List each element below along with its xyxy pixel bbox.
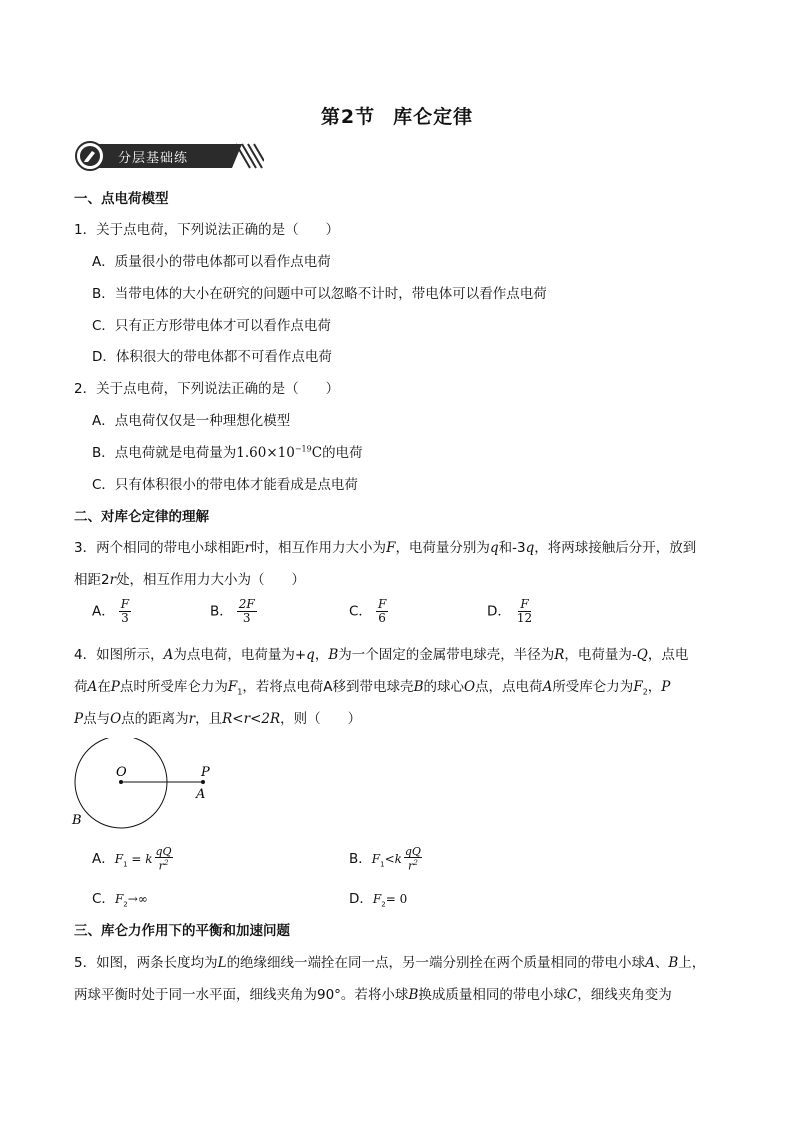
question-5-line-2: 两球平衡时处于同一水平面，细线夹角为90°。若将小球B换成质量相同的带电小球C，细线夹角变为: [74, 987, 672, 1003]
pencil-badge-icon: [76, 142, 104, 170]
question-4-option-a: A．$F_1 = k$ $\frac{qQ}{r^2}$: [92, 845, 172, 873]
label-o: O: [116, 765, 127, 780]
question-4-option-d: D．$F_2= 0$: [349, 891, 408, 909]
question-5-line-1: 5．如图，两条长度均为L的绝缘细线一端拴在同一点，另一端分别拴在两个质量相同的带电小球A、B上，: [74, 955, 706, 971]
page-title: [0, 102, 794, 129]
label-p: P: [201, 765, 210, 780]
question-2-option-c: C．只有体积很小的带电体才能看成是点电荷: [92, 477, 358, 493]
question-1-option-a: A．质量很小的带电体都可以看作点电荷: [92, 254, 331, 270]
question-4-line-2: 荷A在P点时所受库仑力为$F_1$，若将点电荷A移到带电球壳B的球心O点，点电荷A所受库仑力为$F_2$，P: [74, 679, 671, 697]
question-3-option-b: B． $\frac{2F}{3}$: [210, 597, 255, 625]
section-heading-3: 三、库仑力作用下的平衡和加速问题: [74, 923, 290, 939]
question-1-option-b: B．当带电体的大小在研究的问题中可以忽略不计时，带电体可以看作点电荷: [92, 286, 547, 302]
question-3-line-2: 相距2r处，相互作用力大小为（ ）: [74, 572, 306, 588]
question-4-line-1: 4．如图所示，A为点电荷，电荷量为+q，B为一个固定的金属带电球壳，半径为R，电荷量为-Q，点电: [74, 647, 689, 663]
question-1-option-d: D．体积很大的带电体都不可看作点电荷: [92, 349, 332, 365]
question-3-option-a: A． $\frac{F}{3}$: [92, 597, 130, 625]
question-4-line-3: P点与O点的距离为r，且R<r<2R，则（ ）: [74, 711, 362, 727]
question-2-option-b: B．点电荷就是电荷量为$1.60\times 10^{-19}C$的电荷: [92, 444, 363, 461]
sphere-shell-diagram: [66, 738, 236, 838]
question-1-option-c: C．只有正方形带电体才可以看作点电荷: [92, 318, 331, 334]
section-title: 库仑定律: [393, 106, 474, 128]
label-b: B: [72, 813, 82, 828]
question-3-option-c: C． $\frac{F}{6}$: [349, 597, 387, 625]
question-3-line-1: 3．两个相同的带电小球相距r时，相互作用力大小为F，电荷量分别为q和-3q，将两球接触后分开，放到: [74, 540, 697, 556]
question-2-option-a: A．点电荷仅仅是一种理想化模型: [92, 413, 291, 429]
label-a: A: [196, 787, 206, 802]
section-heading-1: 一、点电荷模型: [74, 191, 169, 207]
center-point: [119, 780, 123, 784]
question-3-option-d: D． $\frac{F}{12}$: [487, 597, 533, 625]
question-2-stem: 2．关于点电荷，下列说法正确的是（ ）: [74, 381, 340, 397]
section-number: 第2节: [320, 106, 376, 128]
banner-label: 分层基础练: [118, 151, 189, 166]
point-p: [201, 780, 205, 784]
question-4-option-c: C．$F_2\to\infty$: [92, 891, 148, 909]
question-1-stem: 1．关于点电荷，下列说法正确的是（ ）: [74, 222, 340, 238]
section-heading-2: 二、对库仑定律的理解: [74, 509, 209, 525]
question-4-option-b: B．$F_1<k$ $\frac{qQ}{r^2}$: [349, 845, 421, 873]
